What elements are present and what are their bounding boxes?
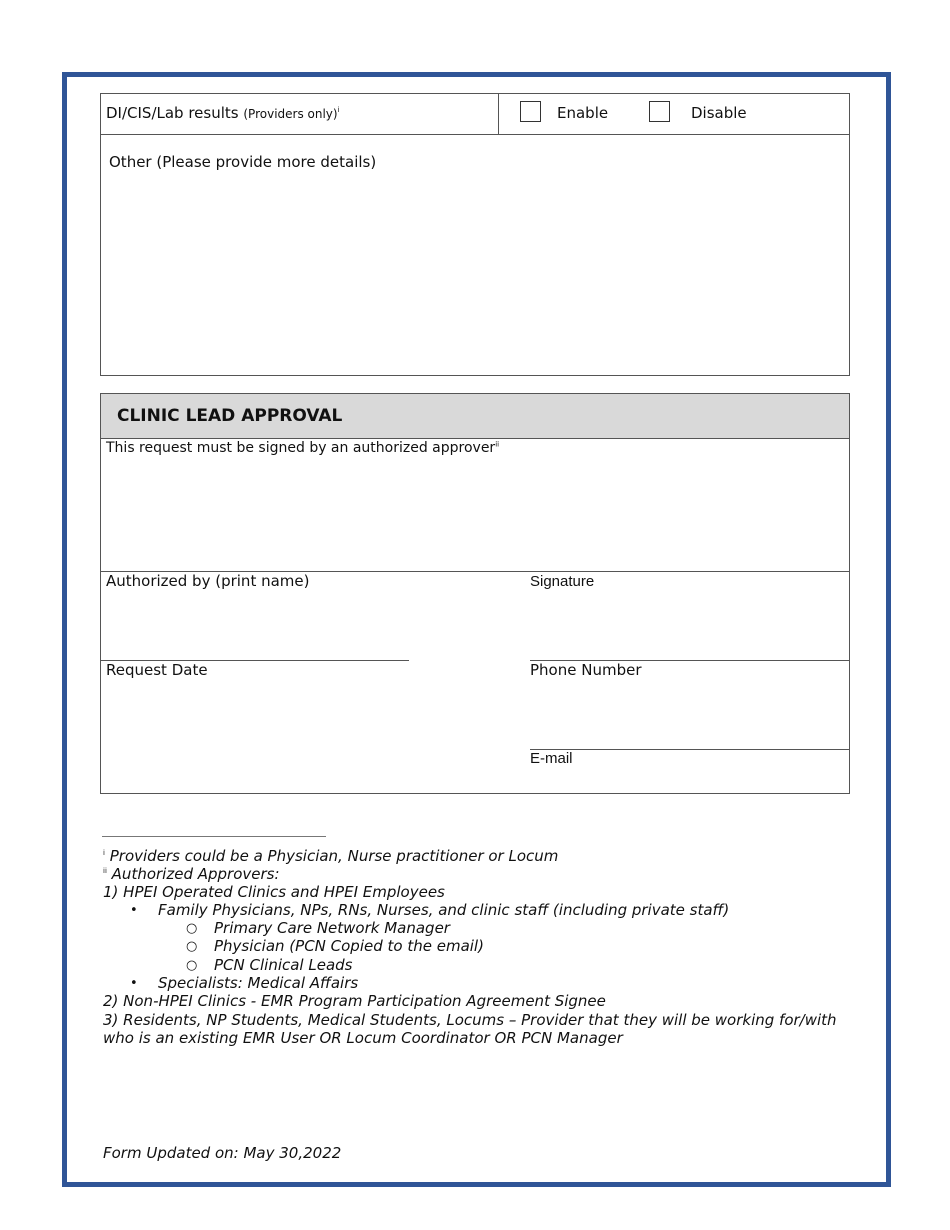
footnote-1-text: Providers could be a Physician, Nurse practitioner or Locum [109, 847, 559, 865]
sub-bullet-3: ○ [186, 958, 198, 973]
approver-item-1-sub: Family Physicians, NPs, RNs, Nurses, and clinic staff (including private staff) [158, 901, 730, 919]
approver-item-1-sub-2: Specialists: Medical Affairs [158, 974, 359, 992]
enable-label: Enable [557, 104, 609, 122]
approval-note [106, 440, 499, 456]
phone-number-line[interactable] [530, 749, 850, 750]
footnote-2-text: Authorized Approvers: [111, 865, 280, 883]
footnote-2-marker: ii [103, 867, 107, 875]
disable-label: Disable [691, 104, 747, 122]
approver-item-3: 3) Residents, NP Students, Medical Students, Locums – Provider that they will be working for/with [103, 1011, 837, 1029]
footnote-ref-i: i [337, 106, 340, 114]
approver-item-2: 2) Non-HPEI Clinics - EMR Program Participation Agreement Signee [103, 992, 606, 1010]
access-label-note: (Providers only) [243, 107, 338, 121]
approval-heading: CLINIC LEAD APPROVAL [117, 406, 343, 426]
footnote-2 [103, 865, 280, 883]
other-details-label: Other (Please provide more details) [109, 153, 377, 171]
sub-bullet-1: ○ [186, 921, 198, 936]
authorized-by-label: Authorized by (print name) [106, 572, 310, 590]
phone-number-label: Phone Number [530, 661, 642, 679]
footnote-1-marker: i [103, 849, 105, 857]
bullet-2: • [130, 976, 138, 991]
email-label: E-mail [530, 750, 573, 767]
footnote-separator [102, 836, 326, 837]
access-row-label [106, 104, 340, 122]
bullet-1: • [130, 903, 138, 918]
approver-item-3-cont: who is an existing EMR User OR Locum Coordinator OR PCN Manager [103, 1029, 623, 1047]
sub-bullet-2: ○ [186, 939, 198, 954]
access-row-divider [498, 93, 499, 135]
disable-checkbox[interactable] [649, 101, 670, 122]
footnote-ref-ii: ii [495, 440, 500, 449]
request-date-label: Request Date [106, 661, 208, 679]
approver-item-1: 1) HPEI Operated Clinics and HPEI Employees [103, 883, 445, 901]
approval-note-text: This request must be signed by an authorized approver [106, 440, 496, 456]
approver-subitem-2: Physician (PCN Copied to the email) [214, 937, 484, 955]
form-updated-date: Form Updated on: May 30,2022 [103, 1144, 342, 1162]
signature-label: Signature [530, 573, 595, 590]
access-label-text: DI/CIS/Lab results [106, 104, 239, 122]
footnote-1 [103, 847, 558, 865]
enable-checkbox[interactable] [520, 101, 541, 122]
approver-subitem-3: PCN Clinical Leads [214, 956, 353, 974]
approver-subitem-1: Primary Care Network Manager [214, 919, 450, 937]
